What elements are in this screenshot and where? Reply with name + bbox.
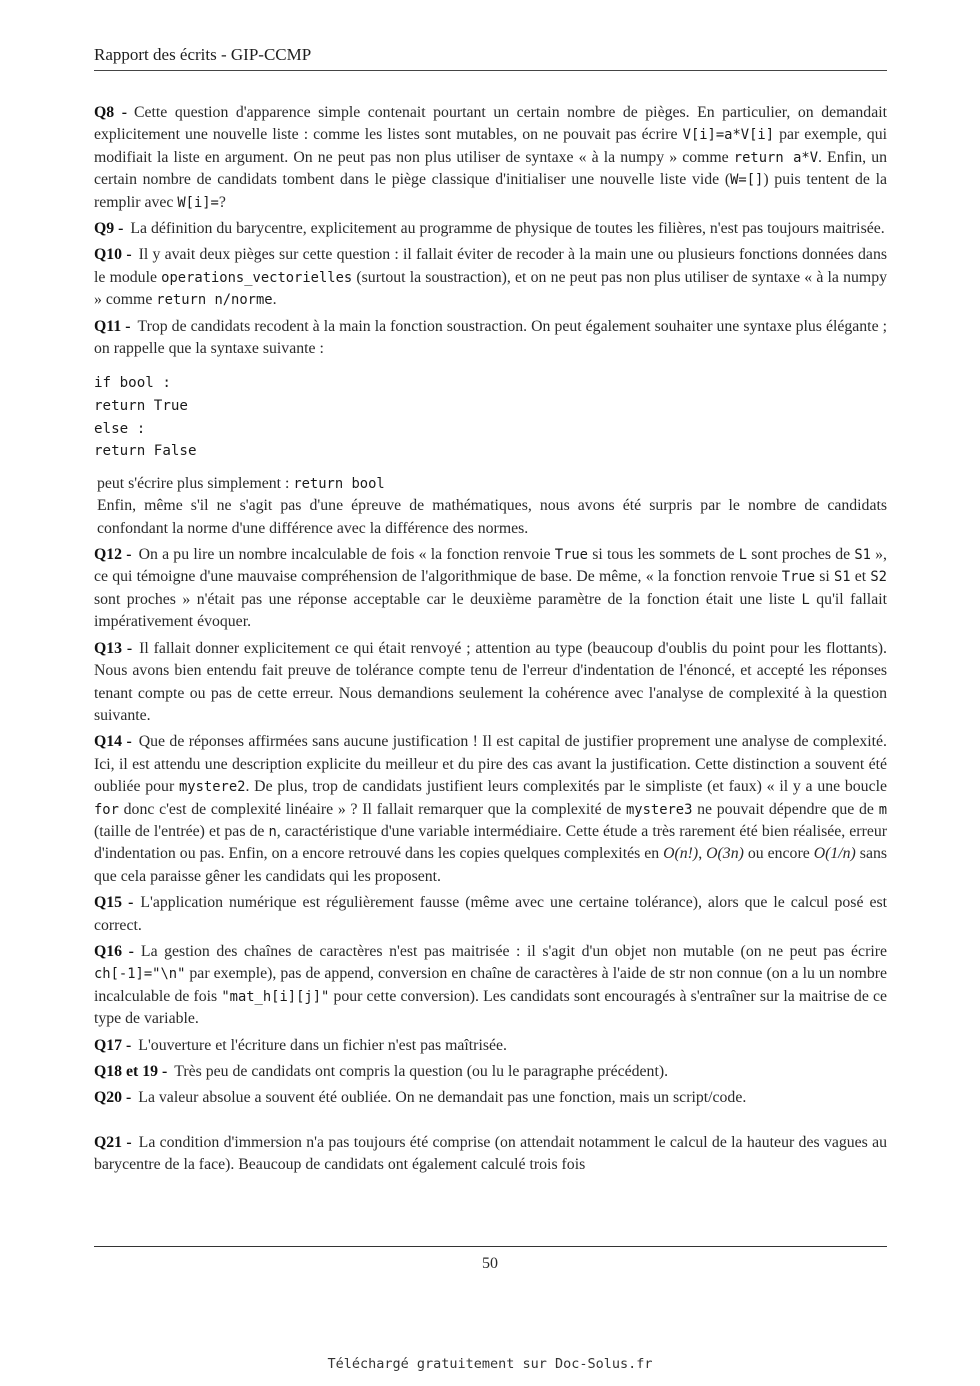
question-label: Q20 - (94, 1089, 132, 1107)
question-q18-19: Q18 et 19 - Très peu de candidats ont compris la question (ou lu le paragraphe précédent). (94, 1063, 669, 1080)
question-q15: Q15 - L'application numérique est régulièrement fausse (même avec une certaine tolérance), alors que le calcul posé est correct. (94, 894, 888, 934)
code-line: return False (94, 443, 197, 460)
header-title: Rapport des écrits - GIP-CCMP (94, 45, 312, 64)
question-label: Q8 - (94, 104, 127, 121)
question-label: Q18 et 19 - (94, 1063, 168, 1080)
question-label: Q10 - (94, 246, 132, 264)
code-line: if bool : (94, 375, 171, 392)
question-q12: Q12 - On a pu lire un nombre incalculable de fois « la fonction renvoie True si tous les sommets de L sont proches de S1 », ce qui témoigne d'une mauvaise compréhension de l'algorithmique de base. De même, « la fonction renvoie True si S1 et S2 sont proches » n'était pas une réponse acceptable car le deuxième paramètre de la fonction était une liste L qu'il fallait impérativement évoquer. (94, 546, 887, 631)
question-label: Q13 - (94, 639, 133, 657)
question-q21: Q21 - La condition d'immersion n'a pas toujours été comprise (on attendait notamment le calcul de la hauteur des vagues au barycentre de la face). Beaucoup de candidats ont également calculé trois fois (94, 1133, 888, 1174)
math-expression: O(1/n) (813, 845, 856, 863)
question-q9: Q9 - La définition du barycentre, explicitement au programme de physique de toutes les filières, n'est pas toujours maitrisée. (94, 220, 885, 238)
code-line: else : (94, 420, 146, 437)
report-body (94, 102, 887, 1181)
question-q11: Q11 - Trop de candidats recodent à la main la fonction soustraction. On peut également souhaiter une syntaxe plus élégante ; on rappelle que la syntaxe suivante : (94, 317, 887, 358)
math-expression: O(n!) (663, 845, 699, 863)
question-label: Q17 - (94, 1036, 132, 1054)
page-header (94, 45, 887, 71)
question-label: Q12 - (94, 546, 132, 564)
question-q8: Q8 - Cette question d'apparence simple contenait pourtant un certain nombre de pièges. En particulier, on demandait explicitement une nouvelle liste : comme les listes sont mutables, on ne pouvait pas écrire V[i]=a*V[i] par exemple, qui modifiait la liste en argument. On ne peut pas non plus utiliser de syntaxe « à la numpy » comme return a*V. Enfin, un certain nombre de candidats tombent dans le piège classique d'initialiser une nouvelle liste vide (W=[]) puis tentent de la remplir avec W[i]=? (94, 104, 887, 211)
question-q14: Q14 - Que de réponses affirmées sans aucune justification ! Il est capital de justifier proprement une analyse de complexité. Ici, il est attendu une description explicite du meilleur et du pire des cas avant la justification. Cette distinction a souvent été oubliée pour mystere2. De plus, trop de candidats justifient leurs complexités par le simpliste (et faux) « il y a une boucle for donc c'est de complexité linéaire » ? Il fallait remarquer que la complexité de mystere3 ne pouvait dépendre que de m (taille de l'entrée) et pas de n, caractéristique d'une variable intermédiaire. Cette étude a très rarement été bien réalisée, erreur d'indentation ou pas. Enfin, on a encore retrouvé dans les copies quelques complexités en O(n!), O(3n) ou encore O(1/n) sans que cela paraisse gêner les candidats qui les proposent. (94, 733, 888, 885)
page-number: 50 (482, 1255, 498, 1272)
question-label: Q14 - (94, 733, 132, 751)
question-q13: Q13 - Il fallait donner explicitement ce qui était renvoyé ; attention au type (beaucoup d'oublis du point pour les flottants). Nous avons bien entendu fait preuve de tolérance compte tenu de l'erreur d'indentation de l'énoncé, et accepté les réponses tenant compte ou pas de cette erreur. Nous demandions seulement la cohérence avec l'analyse de complexité à la question suivante. (94, 639, 887, 724)
question-q17: Q17 - L'ouverture et l'écriture dans un fichier n'est pas maîtrisée. (94, 1036, 507, 1054)
code-block (94, 372, 887, 462)
question-q16: Q16 - La gestion des chaînes de caractères n'est pas maitrisée : il s'agit d'un objet non mutable (on ne peut pas écrire ch[-1]="\n" par exemple), pas de append, conversion en chaîne de caractères à l'aide de str non connue (on a lu un nombre incalculable de fois "mat_h[i][j]" pour cette conversion). Les candidats sont encouragés à s'entraîner sur la maitrise de ce type de variable. (94, 942, 887, 1028)
question-label: Q15 - (94, 894, 134, 912)
question-label: Q21 - (94, 1133, 132, 1151)
question-label: Q9 - (94, 220, 124, 238)
code-line: return True (94, 398, 188, 415)
math-expression: O(3n) (706, 845, 744, 863)
download-note: Téléchargé gratuitement sur Doc-Solus.fr (327, 1356, 653, 1372)
spacer (94, 1114, 887, 1132)
q11-simplification: peut s'écrire plus simplement : return bool (97, 474, 385, 492)
question-label: Q16 - (94, 942, 134, 960)
question-q10: Q10 - Il y avait deux pièges sur cette question : il fallait éviter de recoder à la main une ou plusieurs fonctions données dans le module operations_vectorielles (surtout la soustraction), et on ne peut pas non plus utiliser de syntaxe « à la numpy » comme return n/norme. (94, 246, 887, 309)
question-q20: Q20 - La valeur absolue a souvent été oubliée. On ne demandait pas une fonction, mais un script/code. (94, 1089, 747, 1107)
q11-remark: Enfin, même s'il ne s'agit pas d'une épreuve de mathématiques, nous avons été surpris par le nombre de candidats confondant la norme d'une différence avec la différence des normes. (97, 497, 887, 537)
question-label: Q11 - (94, 317, 131, 335)
footer-divider (94, 1246, 887, 1247)
